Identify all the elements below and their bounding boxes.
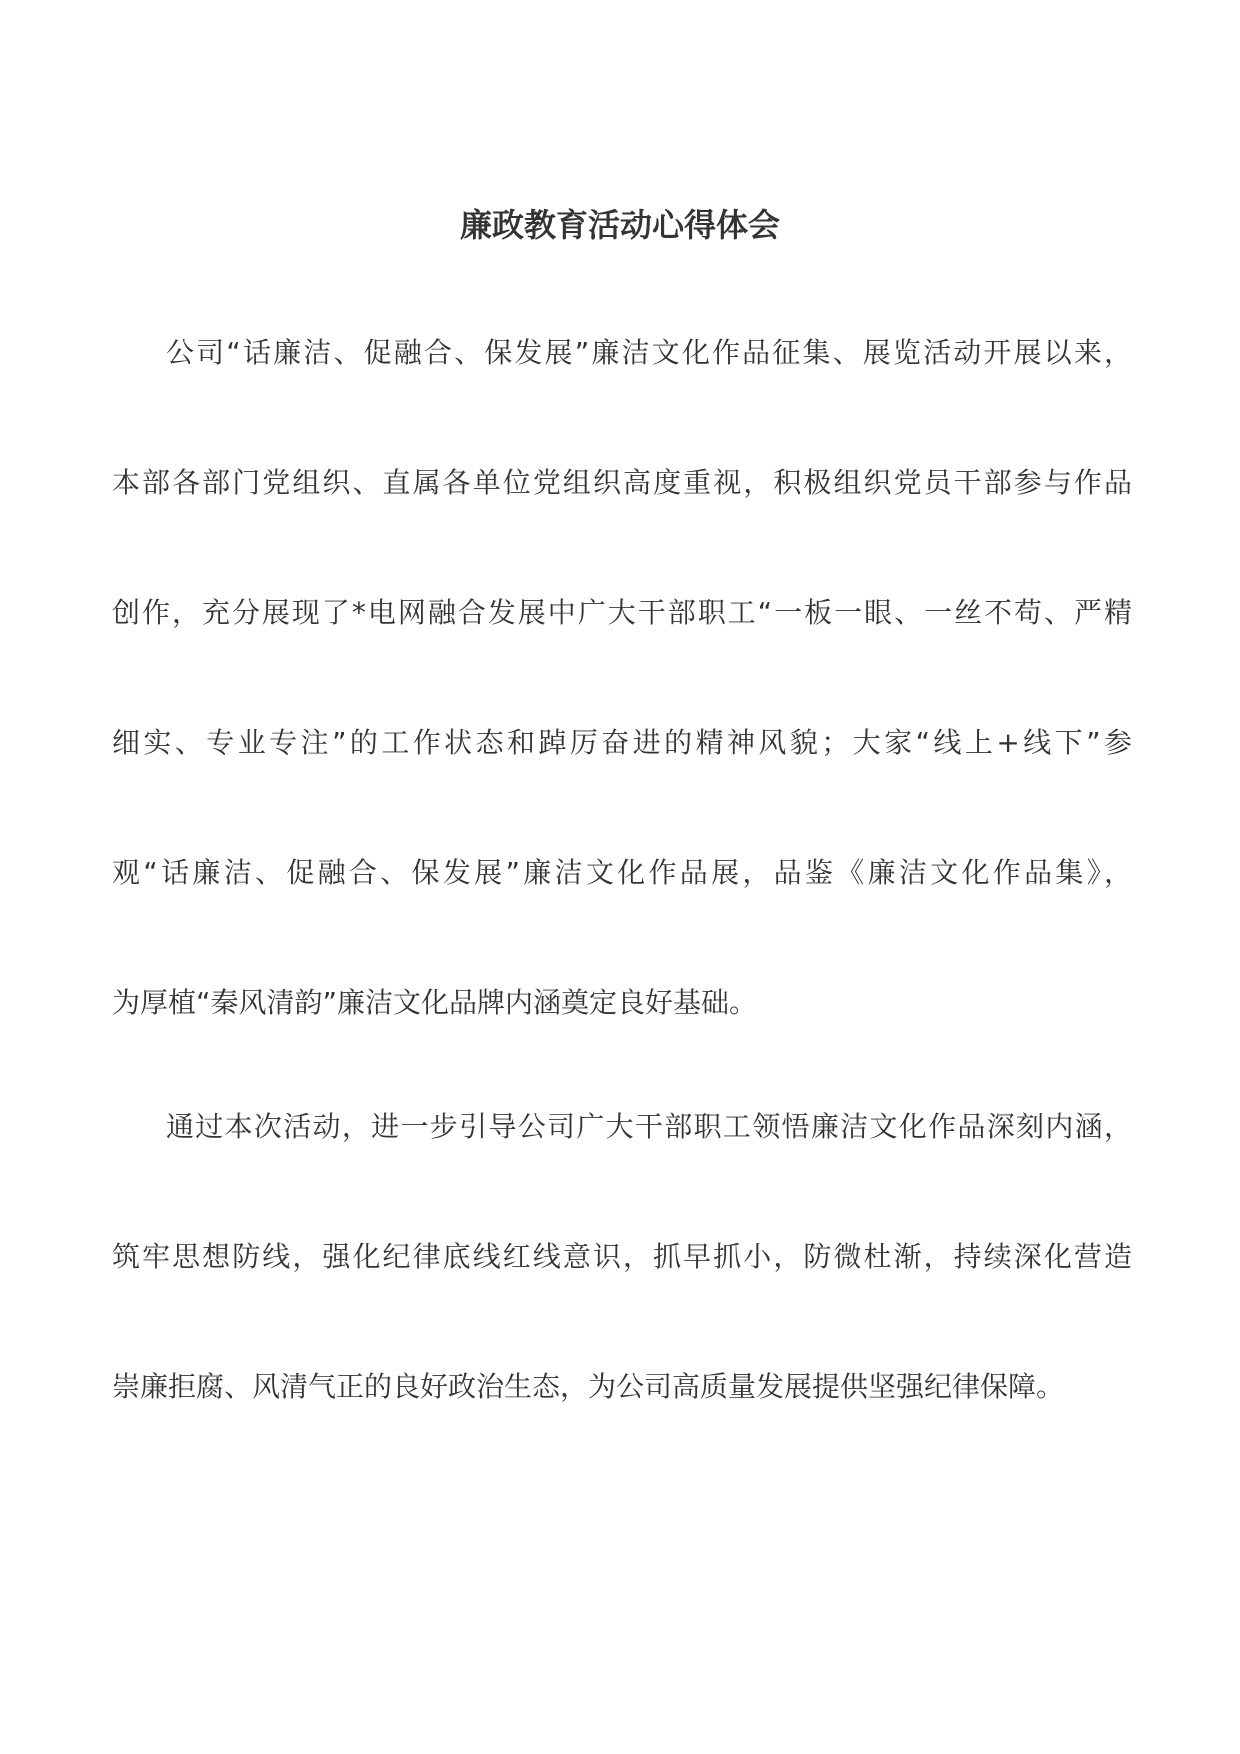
paragraph-1-line-6: 为厚植“秦风清韵”廉洁文化品牌内涵奠定良好基础。 [112,986,758,1019]
paragraph-1-line-4: 细实、专业专注”的工作状态和踔厉奋进的精神风貌；大家“线上+线下”参 [112,726,1132,759]
paragraph-2-line-3: 崇廉拒腐、风清气正的良好政治生态，为公司高质量发展提供坚强纪律保障。 [112,1370,1065,1403]
paragraph-2-line-2: 筑牢思想防线，强化纪律底线红线意识，抓早抓小，防微杜渐，持续深化营造 [112,1240,1132,1273]
paragraph-1-line-1: 公司“话廉洁、促融合、保发展”廉洁文化作品征集、展览活动开展以来， [166,336,1132,369]
paragraph-1-line-5: 观“话廉洁、促融合、保发展”廉洁文化作品展，品鉴《廉洁文化作品集》， [112,856,1132,889]
paragraph-1-line-2: 本部各部门党组织、直属各单位党组织高度重视，积极组织党员干部参与作品 [112,466,1132,499]
paragraph-2-line-1: 通过本次活动，进一步引导公司广大干部职工领悟廉洁文化作品深刻内涵， [166,1110,1132,1143]
paragraph-1-line-3: 创作，充分展现了*电网融合发展中广大干部职工“一板一眼、一丝不苟、严精 [112,596,1132,629]
document-title: 廉政教育活动心得体会 [459,206,780,244]
